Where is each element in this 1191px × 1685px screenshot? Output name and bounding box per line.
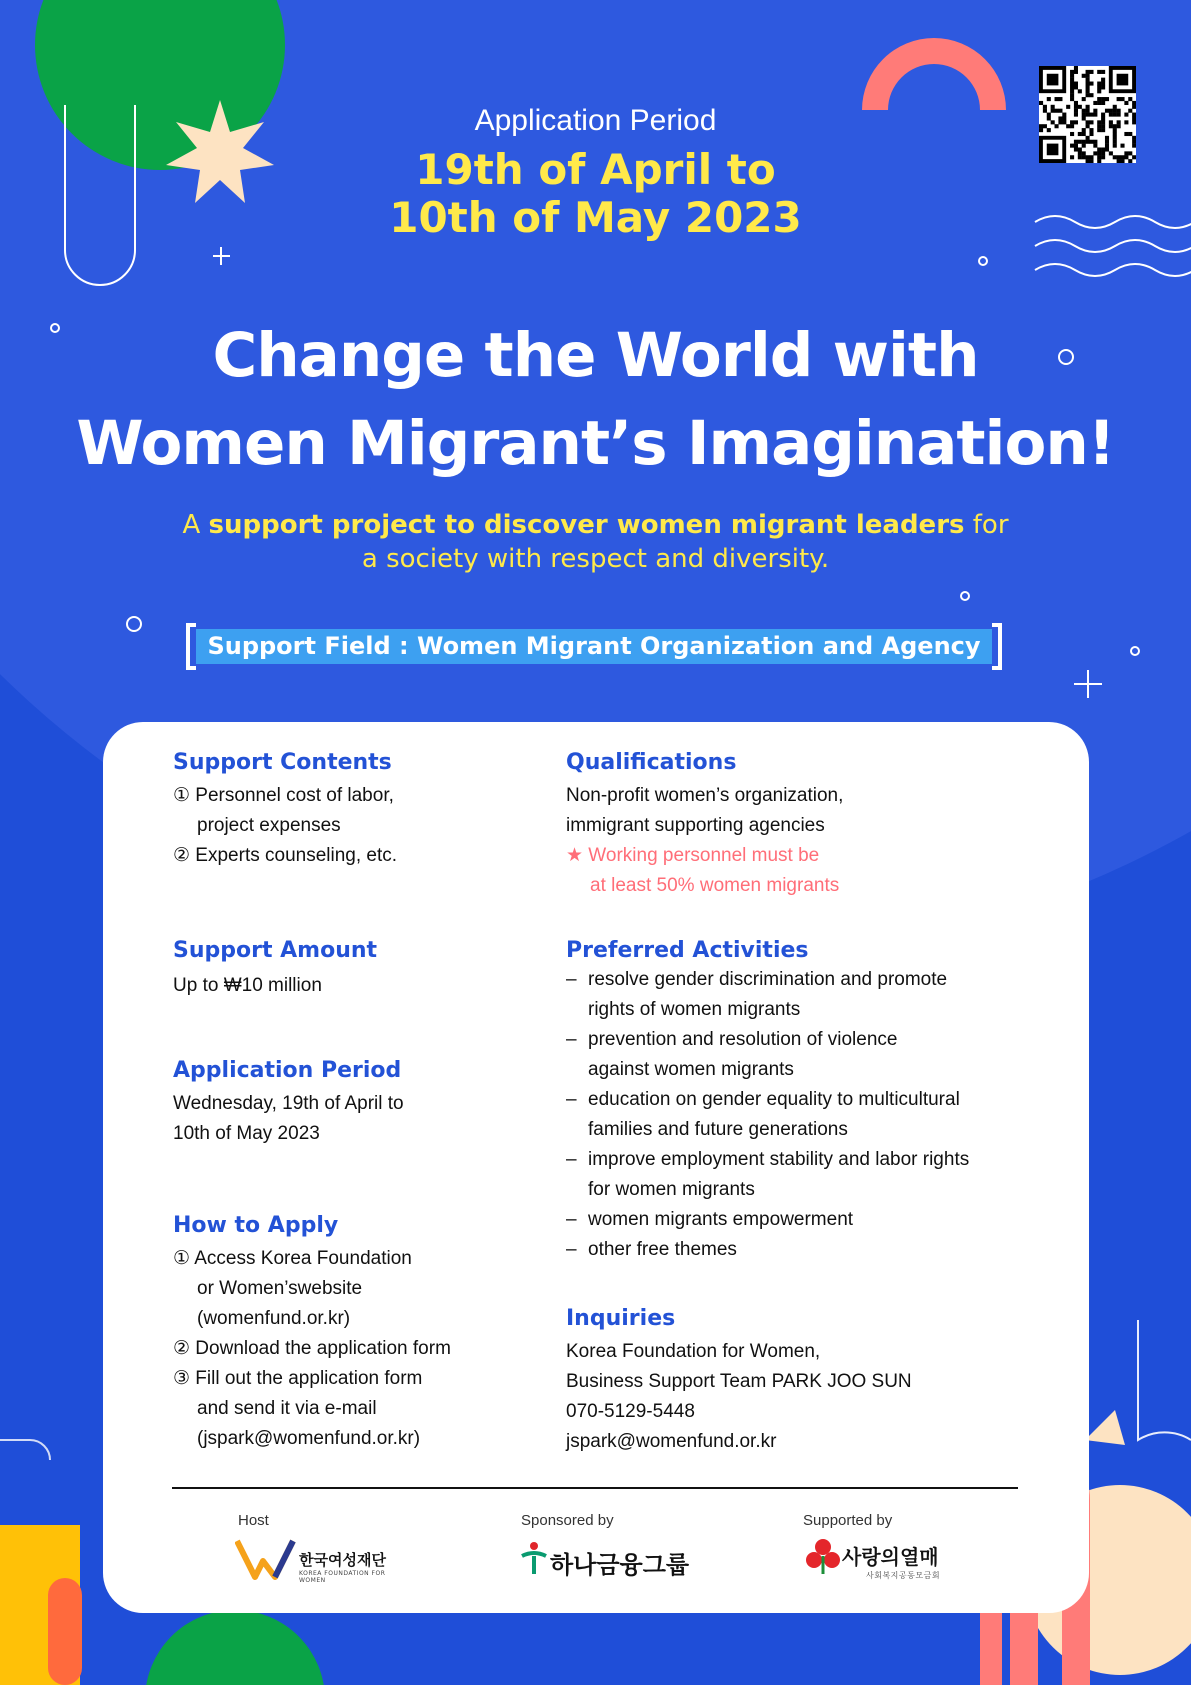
website-link[interactable]: (womenfund.or.kr): [197, 1308, 351, 1329]
host-logo[interactable]: [235, 1537, 395, 1583]
preferred-activity-text: improve employment stability and labor rights: [588, 1149, 970, 1170]
preferred-activity-item: [566, 1145, 1046, 1205]
qualifications-title: Qualifications: [566, 750, 737, 775]
preferred-activity-text: women migrants empowerment: [588, 1209, 854, 1230]
supporter-label: Supported by: [803, 1512, 893, 1529]
sponsor-name: 하나금융그룹: [550, 1551, 690, 1579]
preferred-activity-text: against women migrants: [588, 1059, 794, 1080]
preferred-activity-text: for women migrants: [588, 1179, 755, 1200]
subtitle-bold: support project to discover women migrant leaders: [208, 510, 965, 540]
support-contents-title: Support Contents: [173, 750, 392, 775]
support-contents-line: ① Personnel cost of labor,: [173, 785, 394, 806]
preferred-activities-section: [566, 938, 1046, 1265]
supporter-logo-icon: [806, 1538, 840, 1576]
application-dates-line1: 19th of April to: [415, 145, 776, 194]
email-link[interactable]: (jspark@womenfund.or.kr): [197, 1428, 421, 1449]
application-dates-line2: 10th of May 2023: [389, 193, 802, 242]
support-contents-line: ② Experts counseling, etc.: [173, 845, 398, 866]
inquiries-section: [566, 1306, 1036, 1457]
supporter-logo[interactable]: [806, 1538, 976, 1584]
application-period-line: 10th of May 2023: [173, 1123, 320, 1144]
host-subname: KOREA FOUNDATION FOR WOMEN: [299, 1570, 386, 1584]
inquiries-line: Korea Foundation for Women,: [566, 1341, 821, 1362]
preferred-activity-item: [566, 1205, 1046, 1235]
subtitle-line2: a society with respect and diversity.: [361, 544, 830, 574]
page-title: [0, 312, 1191, 488]
how-to-apply-step: and send it via e-mail: [197, 1398, 377, 1419]
how-to-apply-step: ② Download the application form: [173, 1338, 451, 1359]
preferred-activity-text: families and future generations: [588, 1119, 848, 1140]
footer-divider: [172, 1487, 1018, 1489]
preferred-activity-text: other free themes: [588, 1239, 737, 1260]
sponsor-label: Sponsored by: [521, 1512, 614, 1529]
support-contents-section: [173, 750, 533, 871]
support-contents-line: project expenses: [197, 815, 341, 836]
support-amount-title: Support Amount: [173, 938, 378, 963]
dash-bullet: –: [566, 1029, 577, 1050]
dash-bullet: –: [566, 1149, 577, 1170]
application-period-line: Wednesday, 19th of April to: [173, 1093, 404, 1114]
support-field-text: Support Field : Women Migrant Organization and Agency: [207, 632, 981, 660]
dash-bullet: –: [566, 1209, 577, 1230]
application-period-title: Application Period: [173, 1058, 402, 1083]
inquiries-line: Business Support Team PARK JOO SUN: [566, 1371, 912, 1392]
supporter-subname: 사회복지공동모금회: [866, 1571, 941, 1580]
application-dates: [0, 146, 1191, 242]
support-field-banner: [186, 623, 1002, 670]
qualifications-line: immigrant supporting agencies: [566, 815, 825, 836]
dash-bullet: –: [566, 969, 577, 990]
qualifications-line: Non-profit women’s organization,: [566, 785, 844, 806]
how-to-apply-section: [173, 1213, 533, 1454]
host-name: 한국여성재단: [299, 1551, 386, 1569]
qualifications-note: at least 50% women migrants: [590, 875, 840, 896]
qualifications-note: ★ Working personnel must be: [566, 845, 820, 866]
subtitle-suffix: for: [964, 510, 1009, 540]
dash-bullet: –: [566, 1089, 577, 1110]
host-logo-icon: [235, 1537, 297, 1581]
subtitle-prefix: A: [182, 510, 209, 540]
email-link[interactable]: jspark@womenfund.or.kr: [566, 1431, 777, 1452]
inquiries-title: Inquiries: [566, 1306, 676, 1331]
how-to-apply-step: ① Access Korea Foundation: [173, 1248, 412, 1269]
preferred-activity-text: prevention and resolution of violence: [588, 1029, 898, 1050]
page-title-line2: Women Migrant’s Imagination!: [76, 408, 1115, 479]
how-to-apply-step: ③ Fill out the application form: [173, 1368, 423, 1389]
sponsor-logo[interactable]: [520, 1540, 690, 1580]
support-amount-section: [173, 938, 533, 1001]
preferred-activity-text: resolve gender discrimination and promote: [588, 969, 948, 990]
qualifications-section: [566, 750, 1036, 901]
application-period-label: Application Period: [474, 104, 717, 137]
supporter-name: 사랑의열매: [842, 1545, 939, 1569]
sponsor-logo-icon: [520, 1540, 548, 1576]
subtitle: [0, 508, 1191, 576]
preferred-activity-item: [566, 965, 1046, 1025]
page-title-line1: Change the World with: [212, 320, 979, 391]
preferred-activities-title: Preferred Activities: [566, 938, 809, 963]
how-to-apply-step: or Women’swebsite: [197, 1278, 363, 1299]
preferred-activity-item: [566, 1025, 1046, 1085]
support-amount-value: Up to ₩10 million: [173, 975, 322, 996]
preferred-activity-text: rights of women migrants: [588, 999, 801, 1020]
preferred-activity-item: [566, 1085, 1046, 1145]
phone-number[interactable]: 070-5129-5448: [566, 1401, 695, 1422]
application-period-section: [173, 1058, 533, 1149]
host-label: Host: [238, 1512, 269, 1529]
how-to-apply-title: How to Apply: [173, 1213, 339, 1238]
preferred-activity-item: [566, 1235, 1046, 1265]
dash-bullet: –: [566, 1239, 577, 1260]
preferred-activity-text: education on gender equality to multicultural: [588, 1089, 960, 1110]
